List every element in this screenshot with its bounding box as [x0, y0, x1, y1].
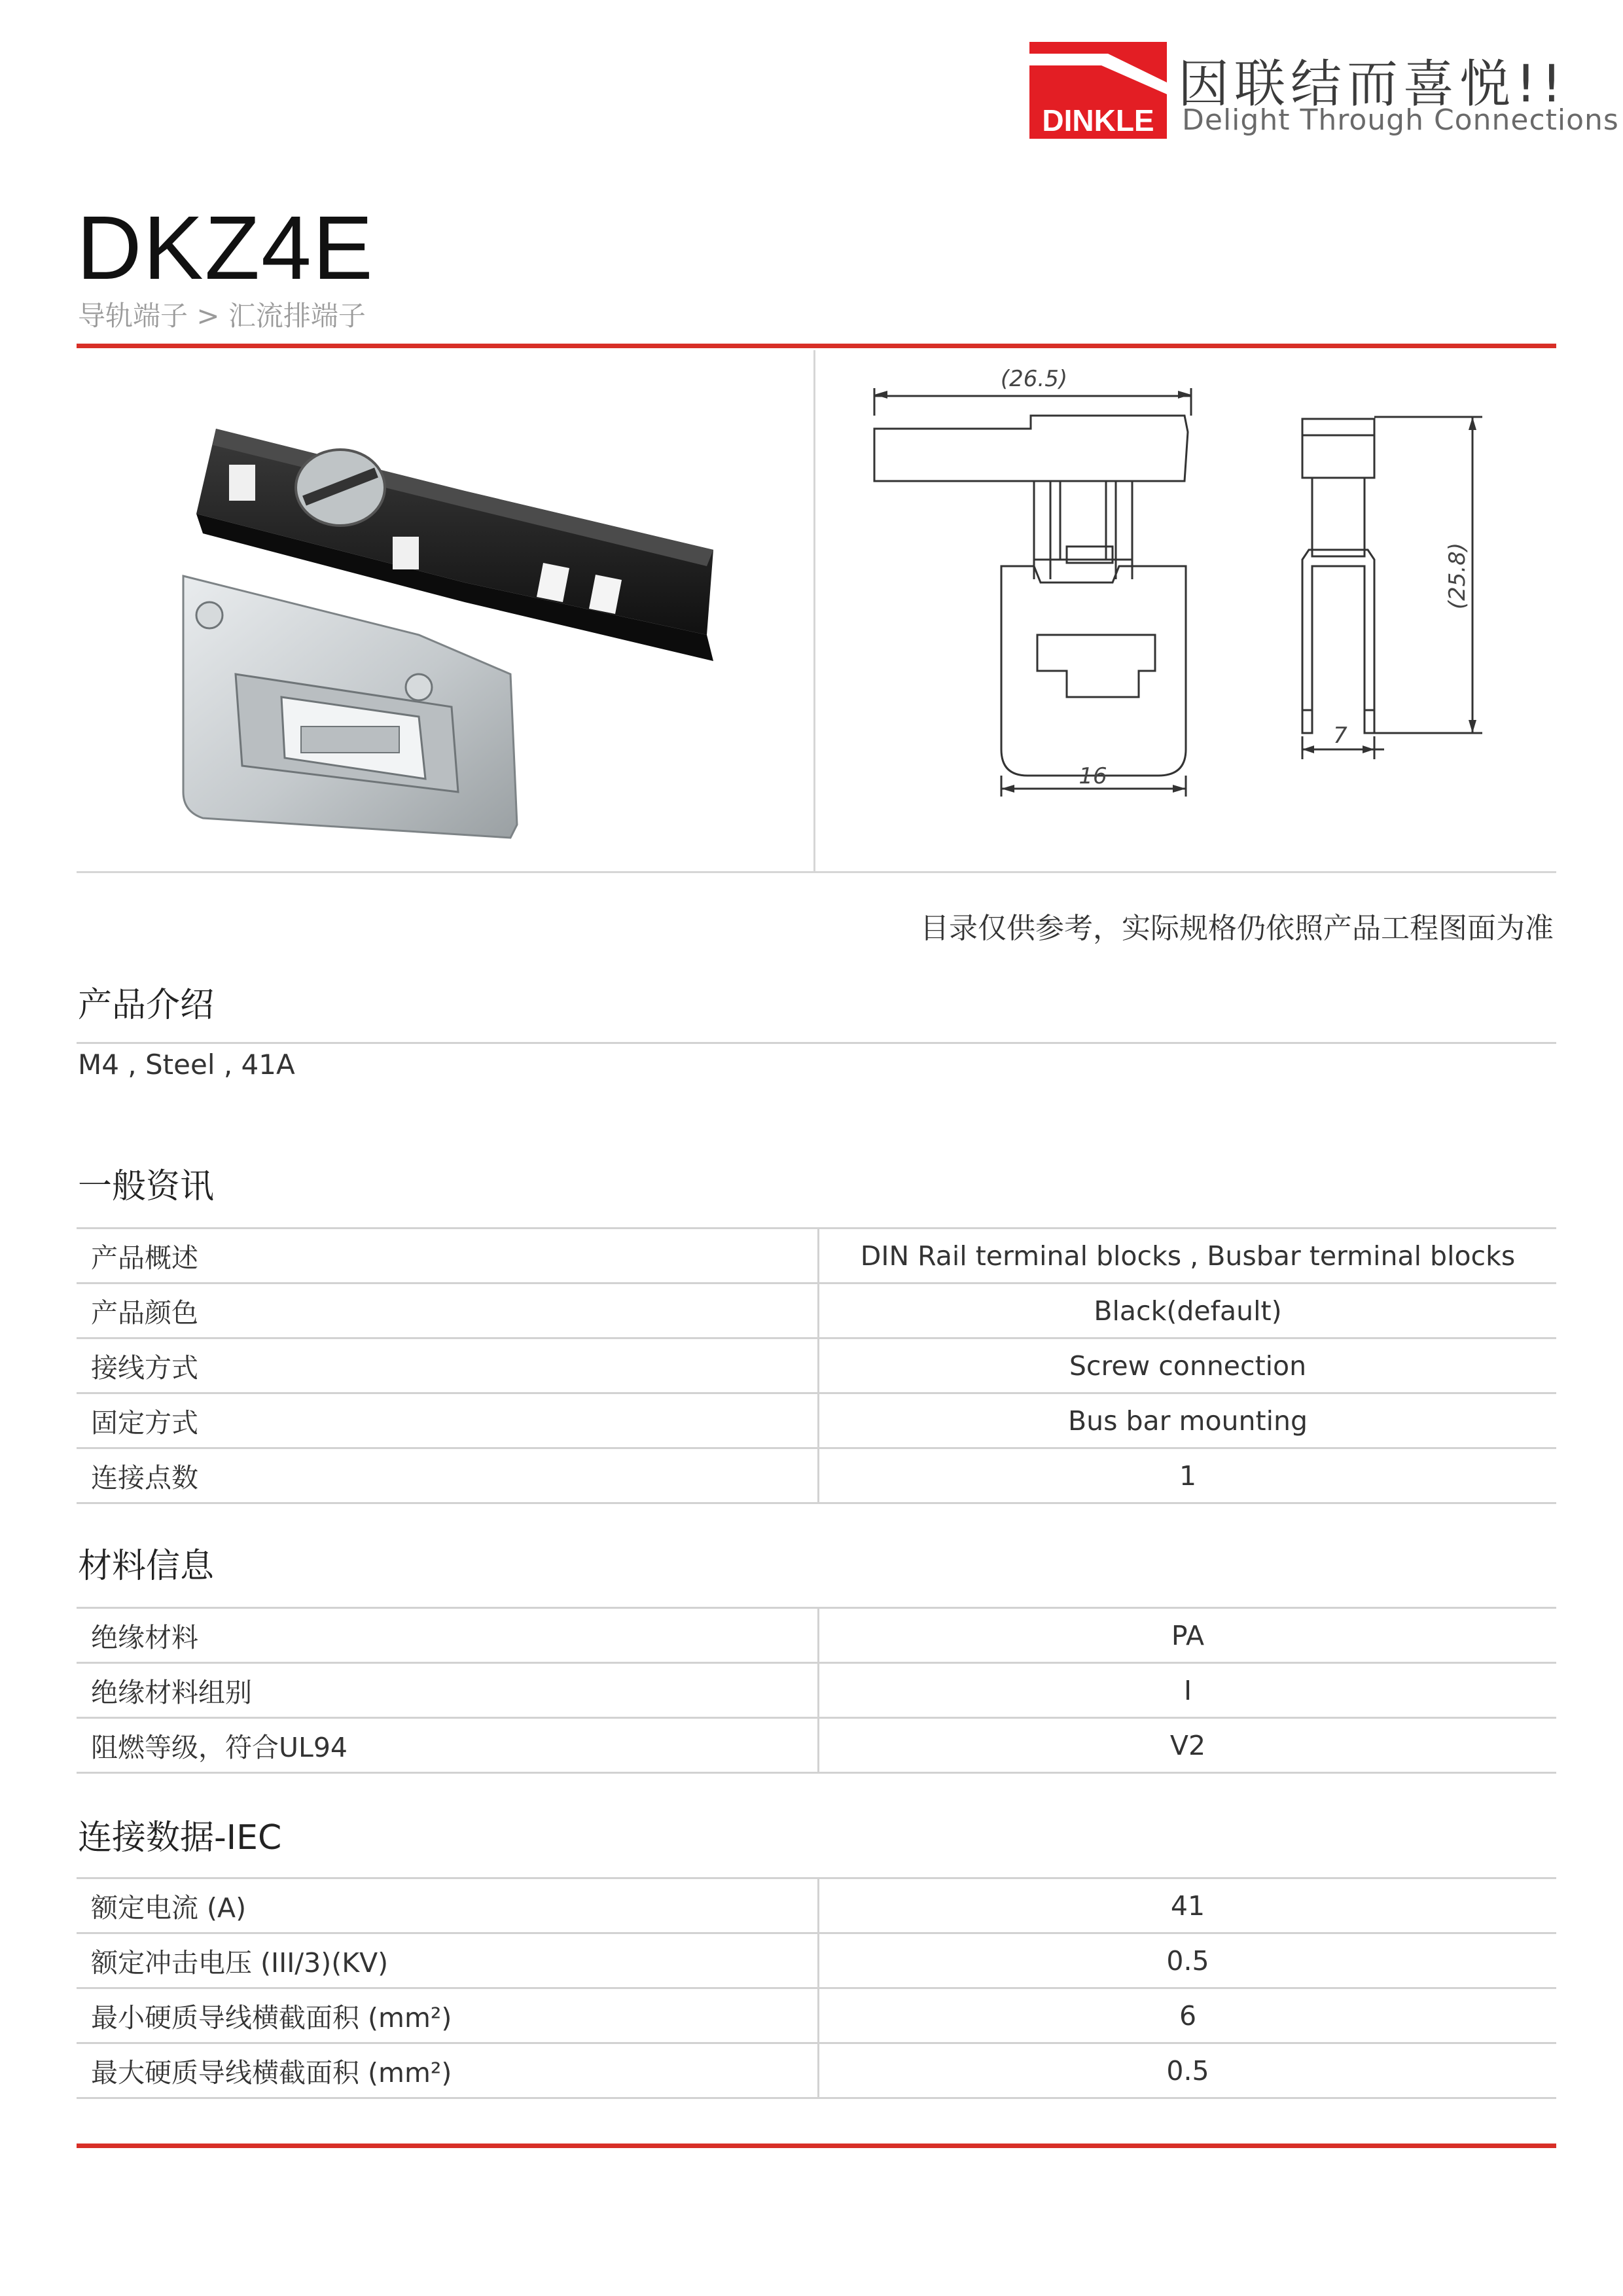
- row-label: 最小硬质导线横截面积 (mm²): [77, 1988, 819, 2043]
- dim-side-height-label: (25.8): [1444, 542, 1471, 610]
- dim-bottom-label: 16: [1079, 763, 1107, 789]
- row-value: 1: [819, 1448, 1557, 1503]
- technical-drawing: [851, 357, 1544, 802]
- row-value: V2: [819, 1718, 1557, 1773]
- iec-table: [77, 1877, 1556, 2099]
- row-value: Bus bar mounting: [819, 1393, 1557, 1448]
- row-value: 0.5: [819, 1933, 1557, 1988]
- row-label: 接线方式: [77, 1338, 819, 1393]
- image-area-bottom-rule: [77, 871, 1556, 873]
- disclaimer-note: 目录仅供参考，实际规格仍依照产品工程图面为准: [920, 912, 1554, 945]
- table-row: [77, 1283, 1556, 1338]
- table-row: [77, 1229, 1556, 1283]
- image-column-divider: [813, 350, 815, 872]
- table-row: [77, 1988, 1556, 2043]
- row-label: 额定冲击电压 (III/3)(KV): [77, 1933, 819, 1988]
- row-value: 0.5: [819, 2043, 1557, 2098]
- table-row: [77, 1718, 1556, 1773]
- material-table: [77, 1607, 1556, 1774]
- product-photo: [144, 399, 759, 844]
- row-label: 阻燃等级，符合UL94: [77, 1718, 819, 1773]
- brand-slogan-en: Delight Through Connections: [1182, 103, 1619, 137]
- intro-rule: [77, 1042, 1556, 1044]
- section-title-material: 材料信息: [78, 1547, 215, 1586]
- row-value: Black(default): [819, 1283, 1557, 1338]
- table-row: [77, 1448, 1556, 1503]
- section-title-intro: 产品介绍: [78, 986, 215, 1025]
- section-title-general: 一般资讯: [78, 1167, 215, 1206]
- row-value: PA: [819, 1608, 1557, 1663]
- breadcrumb: 导轨端子 > 汇流排端子: [78, 300, 366, 332]
- general-table: [77, 1227, 1556, 1504]
- dimension-drawing-icon: [851, 357, 1544, 802]
- footer-red-divider: [77, 2144, 1556, 2148]
- dim-top-label: (26.5): [1000, 366, 1068, 392]
- table-row: [77, 1663, 1556, 1718]
- terminal-block-photo-icon: [144, 399, 759, 844]
- dinkle-logo: [1029, 42, 1167, 139]
- row-label: 绝缘材料: [77, 1608, 819, 1663]
- table-row: [77, 1608, 1556, 1663]
- row-label: 固定方式: [77, 1393, 819, 1448]
- page-title: DKZ4E: [77, 198, 374, 298]
- row-label: 产品颜色: [77, 1283, 819, 1338]
- table-row: [77, 1933, 1556, 1988]
- row-label: 产品概述: [77, 1229, 819, 1283]
- row-label: 绝缘材料组别: [77, 1663, 819, 1718]
- brand-slogan-cn: 因联结而喜悦!!: [1178, 55, 1567, 114]
- row-value: 6: [819, 1988, 1557, 2043]
- intro-text: M4 , Steel , 41A: [78, 1049, 295, 1081]
- header-red-divider: [77, 344, 1556, 348]
- row-value: 41: [819, 1878, 1557, 1933]
- dim-side-width-label: 7: [1333, 723, 1347, 749]
- logo-mark-icon: [1029, 42, 1167, 139]
- row-value: I: [819, 1663, 1557, 1718]
- row-label: 连接点数: [77, 1448, 819, 1503]
- section-title-iec: 连接数据-IEC: [78, 1818, 282, 1857]
- brand-name: DINKLE: [1042, 103, 1154, 137]
- row-label: 额定电流 (A): [77, 1878, 819, 1933]
- row-value: DIN Rail terminal blocks , Busbar terminal blocks: [819, 1229, 1557, 1283]
- table-row: [77, 1338, 1556, 1393]
- table-row: [77, 1878, 1556, 1933]
- row-value: Screw connection: [819, 1338, 1557, 1393]
- table-row: [77, 1393, 1556, 1448]
- row-label: 最大硬质导线横截面积 (mm²): [77, 2043, 819, 2098]
- table-row: [77, 2043, 1556, 2098]
